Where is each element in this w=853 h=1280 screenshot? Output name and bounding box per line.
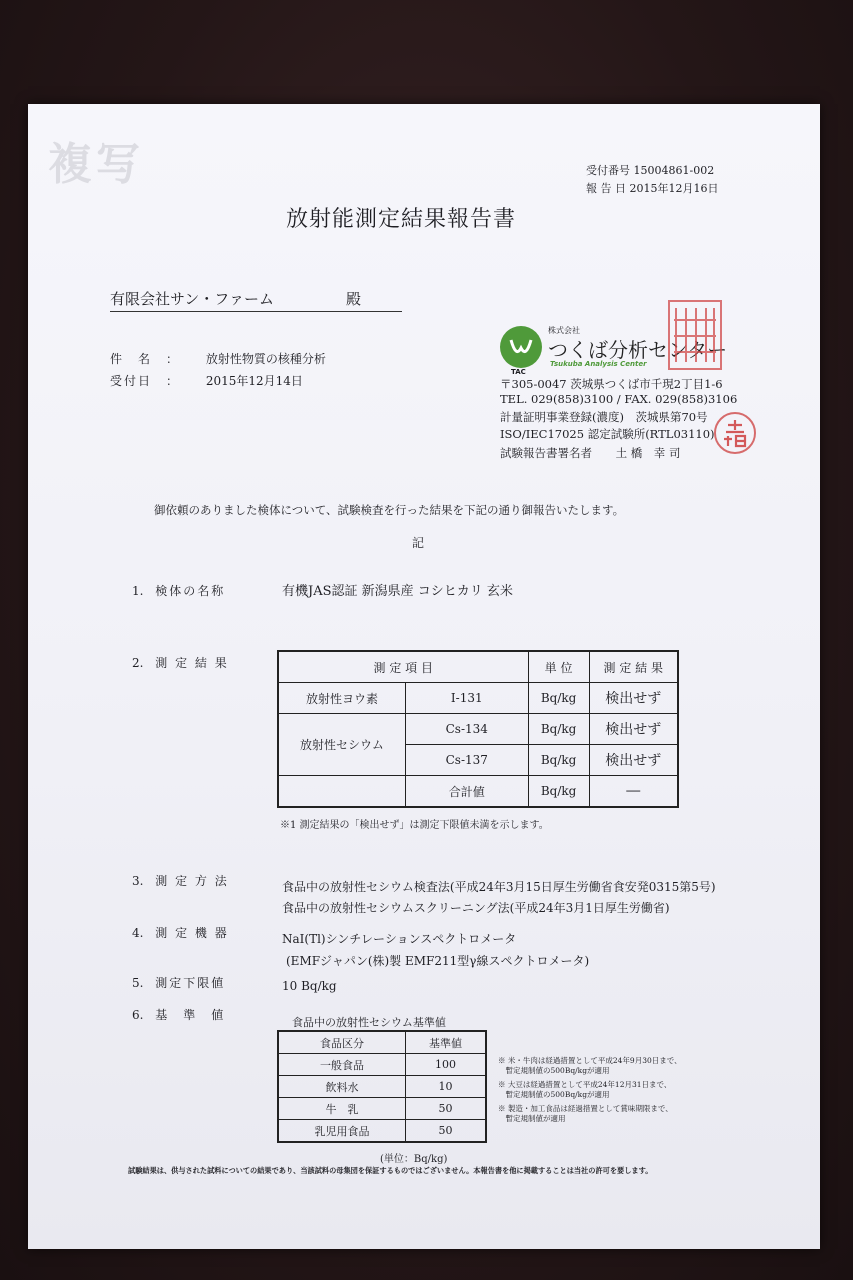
nuclide-cell: Cs-137	[406, 745, 529, 776]
instrument-line-1: NaI(Tl)シンチレーションスペクトロメータ	[282, 932, 517, 946]
table-row	[278, 1076, 486, 1098]
section-6-num: 6.	[132, 1008, 144, 1022]
section-2-num: 2.	[132, 656, 144, 670]
section-3	[132, 872, 229, 889]
company-logo-icon	[500, 326, 542, 368]
report-date: 報 告 日 2015年12月16日	[586, 182, 719, 195]
limit-cell: 50	[406, 1120, 487, 1143]
received-row	[110, 372, 303, 389]
section-2-label: 測 定 結 果	[155, 656, 229, 670]
group-cell: 放射性ヨウ素	[278, 683, 406, 714]
page-title: 放射能測定結果報告書	[286, 207, 517, 232]
table-header-row	[278, 651, 678, 683]
company-iso: ISO/IEC17025 認定試験所(RTL03110)	[500, 427, 715, 441]
instrument-line-2: (EMFジャパン(株)製 EMF211型γ線スペクトロメータ)	[286, 954, 590, 968]
report-paper	[28, 104, 820, 1249]
header-category: 食品区分	[278, 1031, 406, 1054]
subject-row	[110, 350, 326, 367]
section-1-label: 検体の名称	[155, 584, 226, 598]
header-result: 測 定 結 果	[589, 651, 678, 683]
received-label: 受付日 ：	[110, 374, 181, 388]
standards-caption: 食品中の放射性セシウム基準値	[292, 1016, 446, 1029]
note-line: 暫定規制値の500Bq/kgが適用	[498, 1090, 610, 1099]
group-cell: 放射性セシウム	[278, 714, 406, 776]
method-line-2: 食品中の放射性セシウムスクリーニング法(平成24年3月1日厚生労働省)	[282, 901, 670, 915]
note-line: 暫定規制値が適用	[498, 1114, 566, 1123]
result-cell: 検出せず	[589, 745, 678, 776]
empty-cell	[278, 776, 406, 808]
table-row	[278, 714, 678, 745]
company-abbr: TAC	[511, 368, 526, 376]
table-row	[278, 683, 678, 714]
category-cell: 乳児用食品	[278, 1120, 406, 1143]
category-cell: 一般食品	[278, 1054, 406, 1076]
company-registration: 計量証明事業登録(濃度) 茨城県第70号	[500, 410, 708, 424]
section-1-num: 1.	[132, 584, 144, 598]
table-row	[278, 1098, 486, 1120]
company-tel: TEL. 029(858)3100 / FAX. 029(858)3106	[500, 392, 738, 406]
result-cell: ―	[589, 776, 678, 808]
signer-seal-stamp	[714, 412, 756, 454]
result-cell: 検出せず	[589, 683, 678, 714]
section-4-label: 測 定 機 器	[155, 926, 229, 940]
standards-table	[277, 1030, 487, 1143]
results-table	[277, 650, 679, 808]
section-6	[132, 1006, 225, 1023]
company-name-en: Tsukuba Analysis Center	[550, 360, 647, 368]
header-limit: 基準値	[406, 1031, 487, 1054]
nuclide-cell: I-131	[406, 683, 529, 714]
note-line: ※ 米・牛肉は経過措置として平成24年9月30日まで、	[498, 1056, 682, 1065]
nuclide-cell: 合計値	[406, 776, 529, 808]
note-line: ※ 製造・加工食品は経過措置として賞味期限まで、	[498, 1104, 673, 1113]
section-5-label: 測定下限値	[155, 976, 226, 990]
section-5	[132, 974, 225, 991]
method-line-1: 食品中の放射性セシウム検査法(平成24年3月15日厚生労働省食安発0315第5号)	[282, 880, 716, 894]
signer-name: 土 橋 幸 司	[615, 446, 681, 460]
subject-label: 件 名 ：	[110, 352, 181, 366]
footer-disclaimer: 試験結果は、供与された試料についての結果であり、当該試料の母集団を保証するものではございません。本報告書を他に掲載することは当社の許可を要します。	[128, 1166, 653, 1175]
recipient-name: 有限会社サン・ファーム	[110, 290, 274, 308]
unit-cell: Bq/kg	[528, 745, 589, 776]
results-note: ※1 測定結果の「検出せず」は測定下限値未満を示します。	[280, 820, 549, 831]
section-6-label: 基 準 値	[155, 1008, 226, 1022]
note-line: 暫定規制値の500Bq/kgが適用	[498, 1066, 610, 1075]
sample-name: 有機JAS認証 新潟県産 コシヒカリ 玄米	[282, 584, 513, 599]
section-2	[132, 654, 229, 671]
subject-value: 放射性物質の核種分析	[205, 352, 326, 366]
standards-notes	[498, 1056, 682, 1124]
unit-cell: Bq/kg	[528, 714, 589, 745]
header-item: 測 定 項 目	[278, 651, 528, 683]
company-address: 〒305-0047 茨城県つくば市千現2丁目1-6	[500, 377, 723, 391]
header-unit: 単 位	[528, 651, 589, 683]
section-5-num: 5.	[132, 976, 144, 990]
table-row	[278, 776, 678, 808]
copy-watermark: 複写	[48, 139, 144, 190]
section-3-label: 測 定 方 法	[155, 874, 229, 888]
company-name: つくば分析センター	[548, 338, 728, 362]
table-row	[278, 1054, 486, 1076]
section-3-num: 3.	[132, 874, 144, 888]
signer-row	[500, 445, 680, 461]
signer-label: 試験報告書署名者	[500, 446, 592, 460]
note-line: ※ 大豆は経過措置として平成24年12月31日まで、	[498, 1080, 672, 1089]
recipient-honorific: 殿	[346, 290, 362, 308]
nuclide-cell: Cs-134	[406, 714, 529, 745]
company-seal-stamp	[668, 300, 722, 370]
category-cell: 飲料水	[278, 1076, 406, 1098]
unit-cell: Bq/kg	[528, 776, 589, 808]
section-4-num: 4.	[132, 926, 144, 940]
unit-cell: Bq/kg	[528, 683, 589, 714]
ki-heading: 記	[412, 536, 425, 550]
limit-cell: 10	[406, 1076, 487, 1098]
recipient	[110, 288, 402, 312]
company-type: 株式会社	[548, 326, 580, 335]
table-header-row	[278, 1031, 486, 1054]
intro-text: 御依頼のありました検体について、試験検査を行った結果を下記の通り御報告いたします。	[154, 503, 625, 517]
table-row	[278, 1120, 486, 1143]
limit-cell: 100	[406, 1054, 487, 1076]
limit-cell: 50	[406, 1098, 487, 1120]
received-value: 2015年12月14日	[205, 374, 303, 388]
standards-unit: (単位：Bq/kg)	[380, 1154, 448, 1165]
section-4	[132, 924, 229, 941]
receipt-number: 受付番号 15004861-002	[586, 164, 715, 177]
result-cell: 検出せず	[589, 714, 678, 745]
detection-limit: 10 Bq/kg	[282, 979, 337, 993]
section-1	[132, 582, 225, 599]
category-cell: 牛 乳	[278, 1098, 406, 1120]
